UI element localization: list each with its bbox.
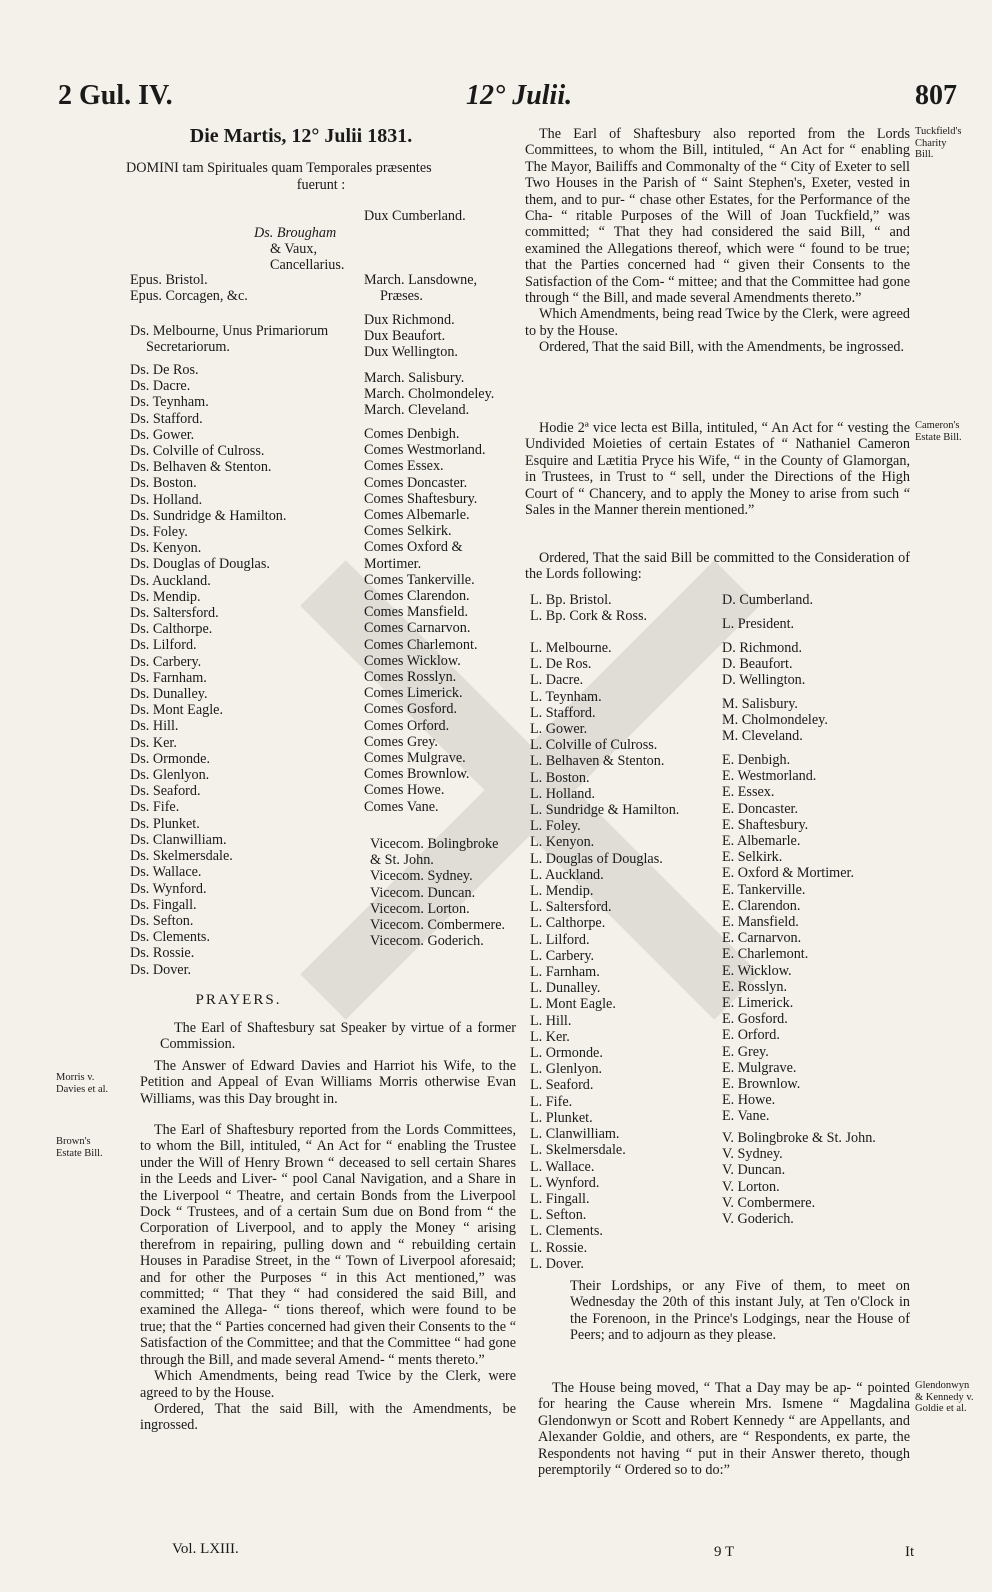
list-item: & St. John. (370, 852, 434, 869)
list-item: Mortimer. (364, 555, 422, 572)
margin-note-cameron: Cameron's Estate Bill. (915, 420, 962, 443)
list-item: March. Lansdowne, (364, 272, 478, 288)
list-item: Præses. (380, 288, 423, 305)
list-item: E. Wicklow. (722, 962, 792, 979)
list-item: Ds. Douglas of Douglas. (130, 556, 270, 573)
list-item: D. Wellington. (722, 672, 806, 689)
list-item: March. Cleveland. (364, 402, 470, 419)
list-item: Ds. Teynham. (130, 394, 209, 411)
left-column (126, 125, 516, 194)
list-item: M. Cholmondeley. (722, 712, 828, 729)
list-item: Ds. Plunket. (130, 815, 200, 832)
list-item: Ds. Calthorpe. (130, 621, 213, 638)
list-item: Ds. Foley. (130, 524, 188, 541)
list-item: L. Hill. (530, 1012, 572, 1029)
list-item: Comes Doncaster. (364, 474, 468, 491)
list-item: Ds. Lilford. (130, 637, 197, 654)
list-item: L. Wallace. (530, 1158, 595, 1175)
list-item: L. Holland. (530, 785, 596, 802)
viscounts-list (370, 836, 505, 949)
list-item: D. Richmond. (722, 640, 802, 656)
list-item: Comes Howe. (364, 782, 445, 799)
chancellor-block (254, 225, 344, 274)
list-item: V. Goderich. (722, 1211, 794, 1228)
list-item: Comes Brownlow. (364, 766, 470, 783)
list-item: Ds. Dover. (130, 961, 192, 978)
list-item: Ds. Saltersford. (130, 605, 219, 622)
list-item: Ds. Ker. (130, 734, 177, 751)
list-item: L. Stafford. (530, 704, 596, 721)
chancellor-name: Ds. Brougham (254, 225, 337, 241)
list-item: Vicecom. Lorton. (370, 900, 470, 917)
list-item: E. Brownlow. (722, 1076, 801, 1093)
tuckfield-paragraph: The Earl of Shaftesbury also reported from the Lords Committees, to whom the Bill, intituled, “ An Act for “ enabling The Mayor, Bailiffs and Commonalty of the “ City of Exeter to sell Two Houses in the Parish of “ Saint Stephen's, Exeter, vested in them, and to pur- “ chase other Estates, for the Performance of the Cha- “ ritable Purposes of the Will of Joan Tuckfield,” was committed; “ That they had considered the said Bill, “ and examined the Allegations thereof, which were “ found to be true; that the Parties concerned had “ given their Consents to the Satisfaction of the Com- “ mittee; and that the Committee had gone through “ the Bill, and made several Amendments thereto.” Which Amendments, being read Twice by the Clerk, were agreed to by the House. Ordered, That the said Bill, with the Amendments, be ingrossed. (525, 126, 910, 356)
list-item: L. Mont Eagle. (530, 996, 616, 1013)
list-item: L. Bp. Cork & Ross. (530, 608, 648, 625)
list-item: L. Saltersford. (530, 899, 612, 916)
list-item: E. Oxford & Mortimer. (722, 865, 855, 882)
list-item: Ds. De Ros. (130, 362, 199, 378)
list-item: L. De Ros. (530, 656, 592, 673)
morris-paragraph: The Answer of Edward Davies and Harriot his Wife, to the Petition and Appeal of Evan Williams Morris otherwise Evan Williams, was this Day brought in. (140, 1058, 516, 1107)
list-item: Comes Gosford. (364, 701, 458, 718)
list-item: Ds. Ormonde. (130, 750, 210, 767)
list-item: L. Douglas of Douglas. (530, 850, 663, 867)
domini-line-2: fuerunt : (296, 177, 346, 193)
list-item: Ds. Stafford. (130, 410, 203, 427)
list-item: E. Albemarle. (722, 833, 801, 850)
list-item: Ds. Dunalley. (130, 686, 208, 703)
list-item: Comes Tankerville. (364, 571, 475, 588)
list-item: Ds. Melbourne, Unus Primariorum (130, 323, 329, 339)
list-item: E. Orford. (722, 1027, 780, 1044)
list-item: L. Bp. Bristol. (530, 592, 612, 608)
session-title: Die Martis, 12° Julii 1831. (189, 125, 413, 147)
list-item: L. Teynham. (530, 688, 602, 705)
list-item: E. Tankerville. (722, 881, 806, 898)
list-item: Vicecom. Sydney. (370, 868, 473, 885)
list-item: Ds. Holland. (130, 491, 203, 508)
list-item: L. Ormonde. (530, 1045, 603, 1062)
list-item: V. Duncan. (722, 1162, 786, 1179)
list-item: Comes Wicklow. (364, 652, 461, 669)
list-item: Comes Orford. (364, 717, 450, 734)
list-item: E. Rosslyn. (722, 978, 788, 995)
list-item: L. Sefton. (530, 1207, 587, 1224)
bishops-list (130, 272, 248, 304)
marquesses-list (364, 370, 494, 419)
list-item: Comes Westmorland. (364, 442, 486, 459)
list-item: V. Lorton. (722, 1178, 780, 1195)
list-item: L. Clanwilliam. (530, 1126, 620, 1143)
list-item: Dux Beaufort. (364, 328, 446, 345)
list-item: Ds. Mont Eagle. (130, 702, 223, 719)
lords-marquesses (722, 696, 828, 745)
list-item: Ds. Belhaven & Stenton. (130, 459, 272, 476)
lansdowne-entry (364, 272, 477, 304)
list-item: Comes Grey. (364, 733, 438, 750)
dukes-list (364, 312, 458, 361)
list-item: Ds. Colville of Culross. (130, 443, 265, 460)
list-item: L. Dacre. (530, 672, 584, 689)
list-item: Ds. Wallace. (130, 864, 202, 881)
list-item: Ds. Skelmersdale. (130, 848, 233, 865)
header-left: 2 Gul. IV. (58, 80, 173, 111)
list-item: E. Grey. (722, 1043, 769, 1060)
list-item: E. Clarendon. (722, 897, 801, 914)
list-item: Ds. Sundridge & Hamilton. (130, 507, 287, 524)
margin-note-glendonwyn: Glendonwyn & Kennedy v. Goldie et al. (915, 1380, 974, 1414)
list-item: Dux Cumberland. (364, 208, 466, 224)
earls-list (364, 426, 486, 815)
prayers-heading: PRAYERS. (195, 992, 282, 1008)
list-item: Ds. Glenlyon. (130, 767, 210, 784)
list-item: Comes Vane. (364, 798, 439, 815)
lordships-paragraph: Their Lordships, or any Five of them, to meet on Wednesday the 20th of this instant July, at Ten o'Clock in the Forenoon, in the Prince's Lodgings, near the House of Peers; and to adjourn as they please. (570, 1278, 910, 1344)
list-item: Dux Wellington. (364, 344, 458, 361)
list-item: L. Dunalley. (530, 980, 601, 997)
list-item: Vicecom. Combermere. (370, 917, 506, 934)
list-item: E. Selkirk. (722, 849, 783, 866)
list-item: Ds. Mendip. (130, 588, 201, 605)
list-item: Ds. Rossie. (130, 945, 195, 962)
list-item: L. Fingall. (530, 1190, 590, 1207)
list-item: V. Sydney. (722, 1146, 783, 1163)
cameron-ordered: Ordered, That the said Bill be committed to the Consideration of the Lords following: (525, 550, 910, 583)
list-item: E. Carnarvon. (722, 930, 802, 947)
domini-line: DOMINI tam Spirituales quam Temporales præsentes (126, 160, 432, 176)
list-item: Comes Clarendon. (364, 588, 470, 605)
list-item: E. Charlemont. (722, 946, 809, 963)
list-item: Ds. Fife. (130, 799, 180, 816)
dux-cumberland (364, 208, 466, 224)
list-item: L. Plunket. (530, 1109, 593, 1126)
list-item: Ds. Clanwilliam. (130, 831, 227, 848)
list-item: L. Seaford. (530, 1077, 594, 1094)
list-item: Ds. Fingall. (130, 896, 197, 913)
brown-paragraph: The Earl of Shaftesbury reported from the Lords Committees, to whom the Bill, intituled, “ An Act for “ enabling the Trustee under the Will of Henry Brown “ deceased to sell certain Shares in the Leeds and Liver- “ pool Canal Navigation, and a Share in the Liverpool “ Theatre, and certain Bonds from the Liverpool Dock “ Trustees, and of a certain Sum due on Bond from “ the Corporation of Liverpool, and to apply the Money “ arising therefrom in repairing, pulling down and “ rebuilding certain Houses in Paradise Street, in the “ Town of Liverpool aforesaid; and for other the Purposes “ in this Act mentioned,” was committed; “ That they “ had considered the said Bill, and examined the Allega- “ tions thereof, which were found to be true; that the “ Parties concerned had given their Consents to the “ Satisfaction of the Committee; and that the Committee “ had gone through the Bill, and made several Amend- “ ments thereto.” Which Amendments, being read Twice by the Clerk, were agreed to by the House. Ordered, That the said Bill, with the Amendments, be ingrossed. (140, 1122, 516, 1434)
list-item: Ds. Kenyon. (130, 540, 202, 557)
list-item: Comes Mansfield. (364, 604, 469, 621)
list-item: Comes Selkirk. (364, 523, 452, 540)
catchword: It (905, 1544, 915, 1560)
signature-mark: 9 T (714, 1544, 735, 1560)
list-item: Ds. Auckland. (130, 572, 211, 589)
list-item: L. Ker. (530, 1028, 570, 1045)
list-item: L. Mendip. (530, 883, 594, 900)
list-item: V. Combermere. (722, 1194, 816, 1211)
page-number: 807 (915, 80, 957, 111)
list-item: Comes Carnarvon. (364, 620, 471, 637)
lords-barons (530, 640, 679, 1272)
list-item: L. Fife. (530, 1093, 573, 1110)
melbourne-entry (130, 323, 328, 355)
lords-viscounts (722, 1130, 876, 1227)
lords-earls (722, 752, 854, 1125)
list-item: E. Mulgrave. (722, 1059, 797, 1076)
list-item: L. Colville of Culross. (530, 737, 658, 754)
list-item: Vicecom. Goderich. (370, 933, 484, 950)
list-item: Vicecom. Duncan. (370, 884, 476, 901)
list-item: Comes Charlemont. (364, 636, 478, 653)
list-item: L. Kenyon. (530, 834, 595, 851)
cameron-paragraph: Hodie 2ª vice lecta est Billa, intituled, “ An Act for “ vesting the Undivided Moieties of certain Estates of “ Nathaniel Cameron Esquire and Lætitia Pryce his Wife, “ in the County of Glamorgan, in Trustees, in Trust to “ sell, under the Directions of the High Court of “ Chancery, and to apply the Money to arise from such “ Sales in the Manner therein mentioned.” (525, 420, 910, 519)
list-item: L. Dover. (530, 1255, 584, 1272)
list-item: Secretariorum. (146, 339, 230, 356)
list-item: E. Limerick. (722, 995, 794, 1012)
list-item: E. Gosford. (722, 1011, 788, 1028)
speaker-paragraph: The Earl of Shaftesbury sat Speaker by virtue of a former Commission. (160, 1020, 516, 1053)
list-item: L. Melbourne. (530, 640, 612, 656)
list-item: Comes Limerick. (364, 685, 463, 702)
list-item: E. Vane. (722, 1108, 770, 1125)
list-item: Comes Shaftesbury. (364, 490, 478, 507)
list-item: Ds. Wynford. (130, 880, 207, 897)
lords-dukes (722, 640, 805, 689)
list-item: E. Howe. (722, 1092, 776, 1109)
list-item: Ds. Dacre. (130, 378, 191, 395)
barons-list (130, 362, 286, 978)
list-item: L. Farnham. (530, 964, 600, 981)
list-item: V. Bolingbroke & St. John. (722, 1130, 876, 1146)
list-item: Dux Richmond. (364, 312, 455, 328)
list-item: Ds. Clements. (130, 929, 210, 946)
list-item: E. Doncaster. (722, 800, 799, 817)
list-item: L. Calthorpe. (530, 915, 606, 932)
list-item: M. Salisbury. (722, 696, 798, 712)
list-item: March. Salisbury. (364, 370, 465, 386)
list-item: Comes Albemarle. (364, 507, 470, 524)
list-item: Comes Oxford & (364, 539, 463, 556)
list-item: L. Wynford. (530, 1174, 600, 1191)
list-item: E. Denbigh. (722, 752, 791, 768)
margin-note-tuckfield: Tuckfield's Charity Bill. (915, 126, 962, 160)
list-item: E. Westmorland. (722, 768, 817, 785)
list-item: Ds. Seaford. (130, 783, 201, 800)
list-item: L. Glenlyon. (530, 1061, 603, 1078)
list-item: Epus. Bristol. (130, 272, 208, 288)
list-item: L. Sundridge & Hamilton. (530, 802, 680, 819)
list-item: E. Essex. (722, 784, 775, 801)
list-item: Ds. Gower. (130, 426, 195, 443)
list-item: L. Boston. (530, 769, 590, 786)
list-item: E. Shaftesbury. (722, 816, 809, 833)
list-item: Comes Rosslyn. (364, 669, 457, 686)
list-item: D. Beaufort. (722, 656, 793, 673)
list-item: Ds. Farnham. (130, 669, 207, 686)
list-item: Comes Denbigh. (364, 426, 460, 442)
chancellor-line3: Cancellarius. (270, 257, 345, 274)
list-item: Vicecom. Bolingbroke (370, 836, 499, 852)
list-item: L. Clements. (530, 1223, 603, 1240)
list-item: E. Mansfield. (722, 914, 799, 931)
list-item: L. Gower. (530, 721, 588, 738)
list-item: Ds. Carbery. (130, 653, 202, 670)
header-center: 12° Julii. (466, 80, 573, 111)
margin-note-brown: Brown's Estate Bill. (56, 1136, 103, 1159)
volume-footer: Vol. LXIII. (172, 1541, 239, 1557)
list-item: Comes Essex. (364, 458, 444, 475)
list-item: L. Carbery. (530, 947, 595, 964)
list-item: Comes Mulgrave. (364, 750, 466, 767)
list-item: L. Lilford. (530, 931, 590, 948)
list-item: D. Cumberland. (722, 592, 814, 608)
list-item: March. Cholmondeley. (364, 386, 495, 403)
list-item: L. Auckland. (530, 866, 604, 883)
lords-duke-president (722, 592, 813, 632)
list-item: M. Cleveland. (722, 728, 803, 745)
list-item: L. Belhaven & Stenton. (530, 753, 665, 770)
list-item: Ds. Hill. (130, 718, 179, 735)
chancellor-line2: & Vaux, (270, 241, 318, 258)
list-item: Ds. Sefton. (130, 912, 194, 929)
list-item: Epus. Corcagen, &c. (130, 288, 248, 305)
glendonwyn-paragraph: The House being moved, “ That a Day may be ap- “ pointed for hearing the Cause wherein Mrs. Ismene “ Magdalina Glendonwyn or Scott and Robert Kennedy “ are Appellants, and Alexander Goldie, and others, are “ Respondents, ex parte, the Respondents not having “ put in their Answer thereto, though peremptorily “ Ordered so to do:” (538, 1380, 910, 1479)
list-item: L. Foley. (530, 818, 581, 835)
list-item: L. President. (722, 616, 795, 633)
lords-bishops (530, 592, 647, 624)
list-item: Ds. Boston. (130, 475, 197, 492)
list-item: L. Rossie. (530, 1239, 588, 1256)
margin-note-morris: Morris v. Davies et al. (56, 1072, 109, 1095)
list-item: L. Skelmersdale. (530, 1142, 626, 1159)
